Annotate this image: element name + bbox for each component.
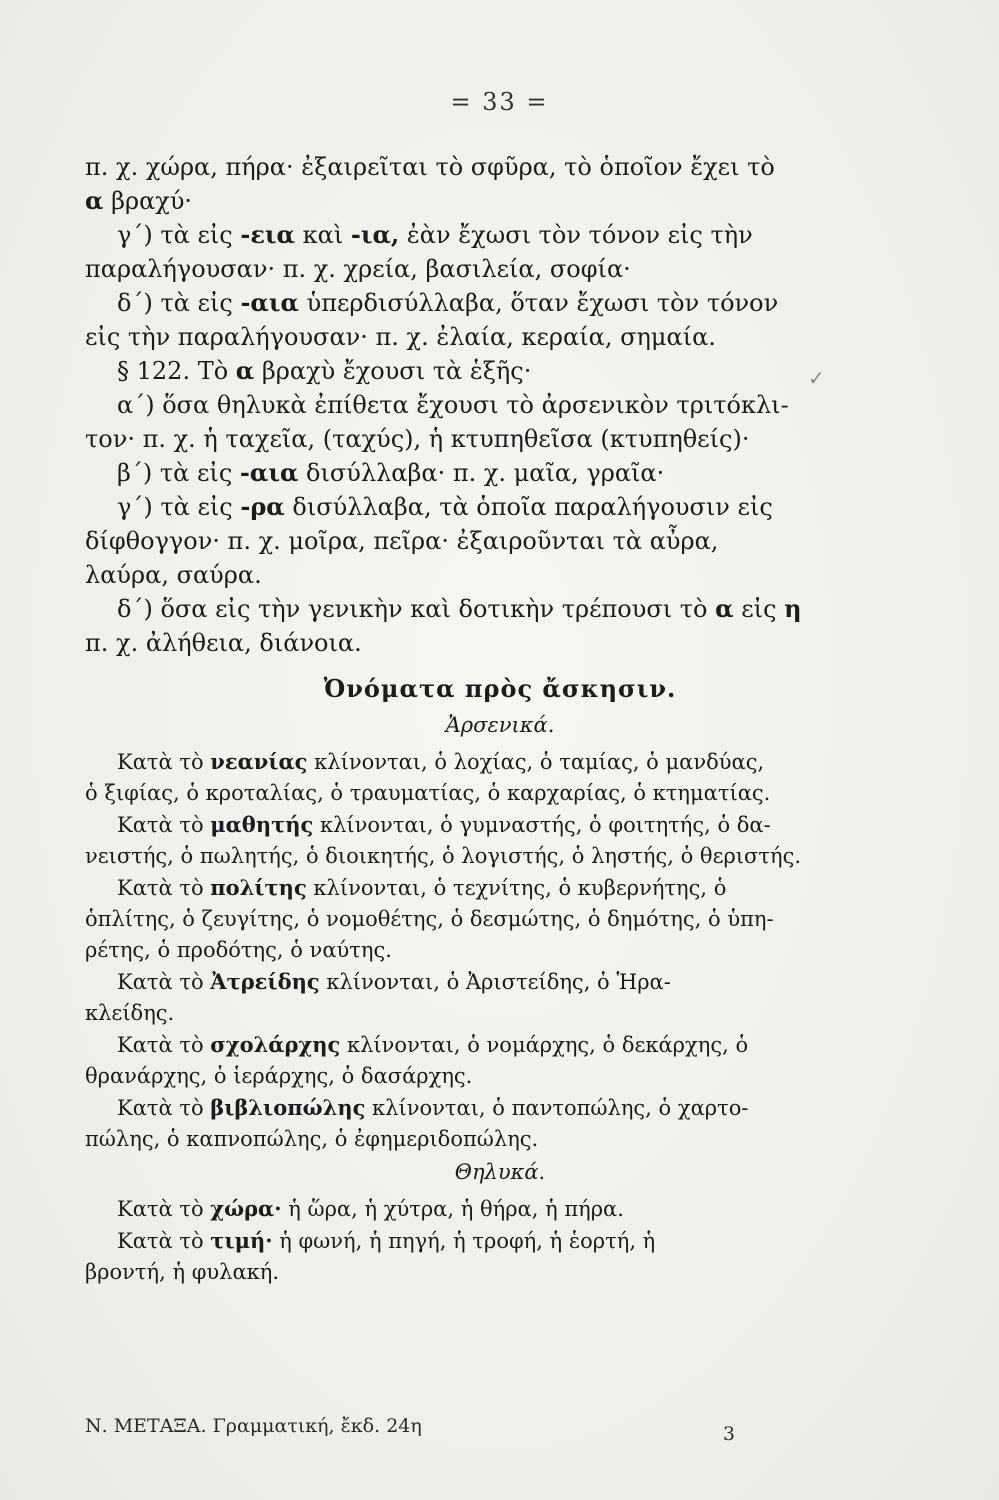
ending-ia: -ια,	[350, 220, 400, 249]
text-line: θρανάρχης, ὁ ἱεράρχης, ὁ δασάρχης.	[85, 1064, 473, 1088]
letter-alpha: α	[235, 356, 255, 385]
model-word: σχολάρχης	[210, 1032, 341, 1057]
text-line: π. χ. χώρα, πήρα· ἐξαιρεῖται τὸ σφῦρα, τὸ ὁποῖον ἔχει τὸ	[85, 153, 775, 181]
footer-citation: Ν. ΜΕΤΑΞΑ. Γραμματική, ἔκδ. 24η	[85, 1415, 422, 1437]
text-span: κλίνονται, ὁ γυμναστής, ὁ φοιτητής, ὁ δα-	[313, 813, 771, 837]
text-line: παραλήγουσαν· π. χ. χρεία, βασιλεία, σοφία·	[85, 255, 631, 283]
margin-check-mark: ✓	[808, 366, 825, 390]
signature-number: 3	[722, 1423, 735, 1445]
text-span: κλίνονται, ὁ Ἀριστείδης, ὁ Ἡρα-	[319, 970, 671, 994]
text-line	[85, 1092, 915, 1124]
model-word: μαθητής	[210, 812, 314, 837]
page-footer	[85, 1415, 915, 1445]
ending-aia: -αια	[239, 458, 299, 487]
letter-alpha: α	[715, 594, 734, 623]
model-word: βιβλιοπώλης	[210, 1095, 366, 1120]
text-line: ρέτης, ὁ προδότης, ὁ ναύτης.	[85, 938, 392, 962]
text-line: ὁ ξιφίας, ὁ κροταλίας, ὁ τραυματίας, ὁ καρχαρίας, ὁ κτηματίας.	[85, 781, 771, 805]
text-line	[85, 218, 915, 252]
ending-aia: -αια	[240, 288, 299, 317]
text-line	[85, 1029, 915, 1061]
text-span: κλίνονται, ὁ παντοπώλης, ὁ χαρτο-	[365, 1096, 749, 1120]
text-span: Κατὰ τὸ	[117, 1197, 211, 1221]
text-span: Κατὰ τὸ	[117, 1229, 211, 1253]
text-line: λαύρα, σαύρα.	[85, 561, 262, 589]
ending-ra: -ρα	[240, 492, 285, 521]
ending-eia: -εια	[240, 220, 296, 249]
text-span: καὶ	[295, 221, 351, 249]
text-span: Κατὰ τὸ	[117, 876, 211, 900]
text-line: εἰς τὴν παραλήγουσαν· π. χ. ἐλαία, κεραία, σημαία.	[85, 323, 716, 351]
text-line: κλείδης.	[85, 1001, 175, 1025]
text-line: π. χ. ἀλήθεια, διάνοια.	[85, 629, 362, 657]
text-span: Κατὰ τὸ	[117, 1033, 211, 1057]
text-line: α΄) ὅσα θηλυκὰ ἐπίθετα ἔχουσι τὸ ἀρσενικὸν τριτόκλι-	[117, 391, 789, 419]
text-span: δισύλλαβα· π. χ. μαῖα, γραῖα·	[298, 459, 665, 487]
text-line	[85, 592, 915, 626]
text-line	[85, 966, 915, 998]
section-122	[85, 354, 915, 388]
text-span: Κατὰ τὸ	[117, 813, 211, 837]
text-span: Κατὰ τὸ	[117, 970, 211, 994]
text-span: δ΄) ὅσα εἰς τὴν γενικὴν καὶ δοτικὴν τρέπουσι τὸ	[117, 595, 716, 623]
text-span: κλίνονται, ὁ τεχνίτης, ὁ κυβερνήτης, ὁ	[306, 876, 727, 900]
text-span: ἐὰν ἔχωσι τὸν τόνον εἰς τὴν	[399, 221, 753, 249]
exercise-heading: Ὀνόματα πρὸς ἄσκησιν.	[323, 674, 677, 703]
page-number: = 33 =	[450, 88, 549, 116]
masculine-heading: Ἀρσενικά.	[445, 713, 555, 737]
text-span: β΄) τὰ εἰς	[117, 459, 240, 487]
text-line: τον· π. χ. ἡ ταχεῖα, (ταχύς), ἡ κτυπηθεῖσα (κτυπηθείς)·	[85, 425, 750, 453]
text-span: ἡ φωνή, ἡ πηγή, ἡ τροφή, ἡ ἑορτή, ἡ	[272, 1229, 656, 1253]
text-line	[85, 746, 915, 778]
text-span: § 122. Τὸ	[117, 357, 236, 385]
text-line	[85, 1193, 915, 1225]
model-word: τιμή·	[210, 1228, 273, 1253]
model-word: χώρα·	[210, 1196, 282, 1221]
text-span: Κατὰ τὸ	[117, 1096, 211, 1120]
text-span: ὑπερδισύλλαβα, ὅταν ἔχωσι τὸν τόνον	[298, 289, 779, 317]
text-line	[85, 456, 915, 490]
text-span: εἰς	[733, 595, 785, 623]
text-line: βροντή, ἡ φυλακή.	[85, 1260, 280, 1284]
letter-eta: η	[784, 594, 802, 623]
model-word: Ἀτρείδης	[210, 969, 320, 994]
model-word: πολίτης	[210, 875, 307, 900]
text-span: γ΄) τὰ εἰς	[117, 493, 241, 521]
text-line	[85, 1225, 915, 1257]
letter-alpha: α	[85, 186, 104, 215]
text-line: νειστής, ὁ πωλητής, ὁ διοικητής, ὁ λογιστής, ὁ ληστής, ὁ θεριστής.	[85, 844, 802, 868]
text-span: κλίνονται, ὁ νομάρχης, ὁ δεκάρχης, ὁ	[340, 1033, 749, 1057]
text-span: ἡ ὥρα, ἡ χύτρα, ἡ θήρα, ἡ πήρα.	[281, 1197, 624, 1221]
text-line	[85, 286, 915, 320]
text-line	[85, 872, 915, 904]
text-span: βραχὺ ἔχουσι τὰ ἑξῆς·	[254, 357, 532, 385]
model-word: νεανίας	[210, 749, 308, 774]
text-span: Κατὰ τὸ	[117, 750, 211, 774]
text-span: βραχύ·	[103, 187, 193, 215]
text-line	[85, 809, 915, 841]
feminine-heading: Θηλυκά.	[454, 1160, 546, 1184]
text-span: δισύλλαβα, τὰ ὁποῖα παραλήγουσιν εἰς	[284, 493, 773, 521]
text-span: δ΄) τὰ εἰς	[117, 289, 241, 317]
text-line: δίφθογγον· π. χ. μοῖρα, πεῖρα· ἐξαιροῦνται τὰ αὖρα,	[85, 527, 719, 555]
text-line	[85, 184, 915, 218]
text-line: ὁπλίτης, ὁ ζευγίτης, ὁ νομοθέτης, ὁ δεσμώτης, ὁ δημότης, ὁ ὑπη-	[85, 907, 774, 931]
text-span: γ΄) τὰ εἰς	[117, 221, 241, 249]
body-text	[85, 150, 915, 1288]
text-line: πώλης, ὁ καπνοπώλης, ὁ ἐφημεριδοπώλης.	[85, 1127, 539, 1151]
text-line	[85, 490, 915, 524]
text-span: κλίνονται, ὁ λοχίας, ὁ ταμίας, ὁ μανδύας,	[307, 750, 765, 774]
